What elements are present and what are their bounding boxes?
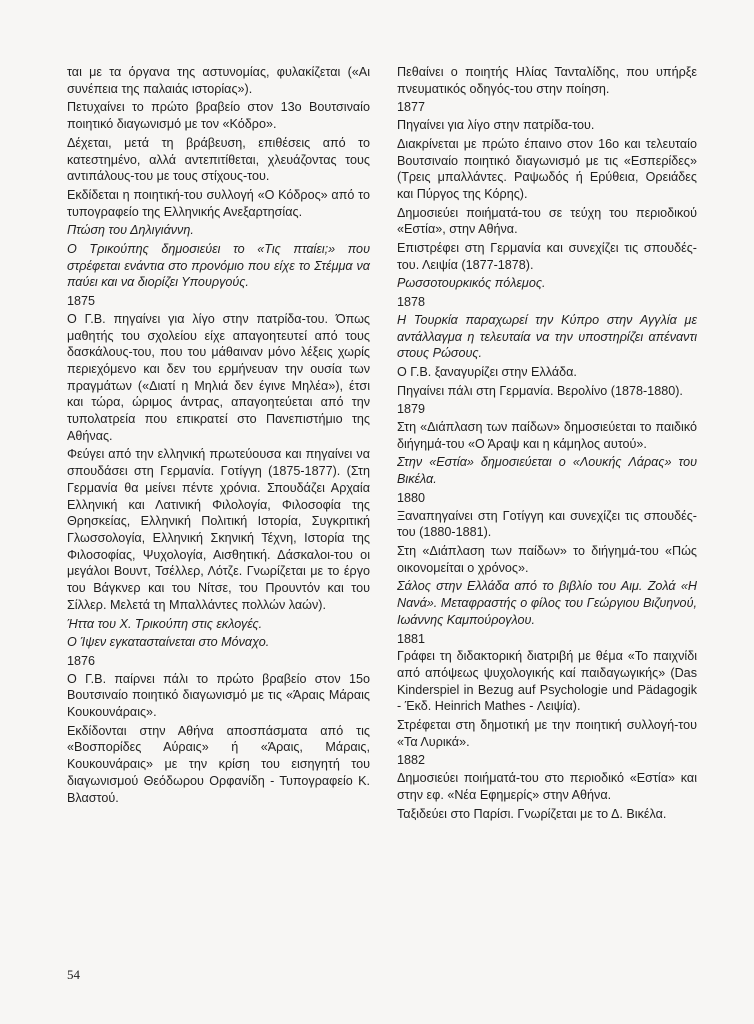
historical-note: Ήττα του Χ. Τρικούπη στις εκλογές. (67, 616, 263, 631)
paragraph: Γράφει τη διδακτορική διατριβή με θέμα «Το παιχνίδι από απόψεως ψυχολογικής καί παιδαγωγικής» (Das Kinderspiel in Bezug auf Psychologie und Pädagogik - Έκδ. Heinrich Mathes - Λειψία). (397, 649, 697, 714)
paragraph: Πεθαίνει ο ποιητής Ηλίας Τανταλίδης, που υπήρξε πνευματικός οδηγός-του στην ποίηση. (397, 65, 697, 96)
left-column (67, 64, 370, 808)
historical-note: Η Τουρκία παραχωρεί την Κύπρο στην Αγγλία με αντάλλαγμα η τελευταία να την υποστηρίζει απέναντι στους Ρώσους. (397, 312, 697, 361)
paragraph: Εκδίδεται η ποιητική-του συλλογή «Ο Κόδρος» από το τυπογραφείο της Ελληνικής Ανεξαρτησίας. (67, 187, 370, 219)
paragraph: Πηγαίνει για λίγο στην πατρίδα-του. (397, 118, 595, 133)
paragraph: Διακρίνεται με πρώτο έπαινο στον 16ο και τελευταίο Βουτσιναίο ποιητικό διαγωνισμό με τις «Εσπερίδες» (Τρεις μπαλλάντες. Ραψωδός ή Ερύθεια, Ορειάδες και Πύργος της Κόρης). (397, 136, 697, 201)
paragraph: Ο Γ.Β. πηγαίνει για λίγο στην πατρίδα-του. Όπως μαθητής του σχολείου είχε απαγοητευτεί από τους δασκάλους-του, που του μάθαιναν μόνο λέξεις χωρίς περιεχόμενο και δεν του ερμήνευαν την ουσία των πραγμάτων («Διατί η Μηλιά δεν έγινε Μηλέα»), έτσι και τώρα, ώριμος άντρας, απαγοητεύεται από την τυπολατρεία που επικρατεί στο Πανεπιστήμιο της Αθήνας. (67, 311, 370, 443)
right-column (397, 64, 697, 824)
paragraph: Στη «Διάπλαση των παίδων» δημοσιεύεται το παιδικό διήγημά-του «Ο Άραψ και η κάμηλος αυτού». (397, 420, 697, 451)
paragraph: Πηγαίνει πάλι στη Γερμανία. Βερολίνο (1878-1880). (397, 383, 683, 398)
historical-note: Ρωσσοτουρκικός πόλεμος. (397, 276, 546, 291)
paragraph: Δημοσιεύει ποιήματά-του στο περιοδικό «Εστία» και στην εφ. «Νέα Εφημερίς» στην Αθήνα. (397, 771, 697, 802)
paragraph: Φεύγει από την ελληνική πρωτεύουσα και πηγαίνει να σπουδάσει στη Γερμανία. Γοτίγγη (1875-1877). (Στη Γερμανία θα μείνει πέντε χρόνια. Σπουδάζει Αρχαία Ελληνική και Λατινική Φιλολογία, Φιλοσοφία της Θρησκείας, Ελληνική Πολιτική Ιστορία, Συγκριτική Γλωσσολογία, Ελληνική Σκηνική Τέχνη, Ιστορία της Φιλοσοφίας, Ψυχολογία, Αισθητική. Δάσκαλοι-του οι μεγάλοι Βουντ, Τσέλλερ, Λότζε. Γνωρίζεται με το έργο του Βάγκνερ και του Νίτσε, του Προυντόν και του Σίλλερ. Μελετά τη Μπαλλάντες πολλών λαών). (67, 447, 370, 612)
historical-note: Σάλος στην Ελλάδα από το βιβλίο του Αιμ. Ζολά «Η Νανά». Μεταφραστής ο φίλος του Γεώργιου Βιζυηνού, Ιωάννης Καμπούρογλου. (397, 579, 697, 627)
year-heading: 1882 (397, 753, 426, 768)
paragraph: Δημοσιεύει ποιήματά-του σε τεύχη του περιοδικού «Εστία», στην Αθήνα. (397, 205, 697, 237)
paragraph: Επιστρέφει στη Γερμανία και συνεχίζει τις σπουδές-του. Λειψία (1877-1878). (397, 241, 697, 272)
paragraph: Ο Γ.Β. παίρνει πάλι το πρώτο βραβείο στον 15ο Βουτσιναίο ποιητικό διαγωνισμό με τις «Άραις Μάραις Κουκουνάραις». (67, 671, 370, 720)
paragraph: Πετυχαίνει το πρώτο βραβείο στον 13ο Βουτσιναίο ποιητικό διαγωνισμό με τον «Κόδρο». (67, 100, 370, 132)
year-heading: 1877 (397, 100, 426, 115)
historical-note: Ο Τρικούπης δημοσιεύει το «Τις πταίει;» που στρέφεται ενάντια στο προνόμιο που είχε το Στέμμα να παύει και να διορίζει Υπουργούς. (67, 242, 370, 290)
paragraph: Στρέφεται στη δημοτική με την ποιητική συλλογή-του «Τα Λυρικά». (397, 718, 697, 749)
year-heading: 1878 (397, 295, 426, 310)
page-number: 54 (67, 967, 80, 982)
paragraph: Στη «Διάπλαση των παίδων» το διήγημά-του «Πώς οικονομείται ο χρόνος». (397, 543, 697, 575)
year-heading: 1876 (67, 653, 96, 668)
historical-note: Στην «Εστία» δημοσιεύεται ο «Λουκής Λάρας» του Βικέλα. (397, 455, 697, 487)
paragraph: Ξαναπηγαίνει στη Γοτίγγη και συνεχίζει τις σπουδές-του (1880-1881). (397, 508, 697, 540)
paragraph: Ταξιδεύει στο Παρίσι. Γνωρίζεται με το Δ. Βικέλα. (397, 806, 667, 821)
paragraph: Δέχεται, μετά τη βράβευση, επιθέσεις από το κατεστημένο, αλλά αντεπιτίθεται, χλευάζοντας τους αντιπάλους-του με τους στίχους-του. (67, 135, 370, 184)
paragraph: ται με τα όργανα της αστυνομίας, φυλακίζεται («Αι συνέπεια της παλαιάς ιστορίας»). (67, 65, 370, 96)
historical-note: Ο Ίψεν εγκατασταίνεται στο Μόναχο. (67, 635, 270, 650)
year-heading: 1879 (397, 402, 426, 417)
paragraph: Ο Γ.Β. ξαναγυρίζει στην Ελλάδα. (397, 364, 577, 379)
paragraph: Εκδίδονται στην Αθήνα αποσπάσματα από τις «Βοσπορίδες Αύραις» ή «Άραις, Μάραις, Κουκουνάραις» με την κρίση του εισηγητή του διαγωνισμού Θεόδωρου Ορφανίδη - Τυπογραφείο Κ. Βλαστού. (67, 723, 370, 805)
year-heading: 1881 (397, 631, 426, 646)
year-heading: 1875 (67, 294, 96, 309)
year-heading: 1880 (397, 490, 426, 505)
historical-note: Πτώση του Δηλιγιάννη. (67, 223, 194, 238)
